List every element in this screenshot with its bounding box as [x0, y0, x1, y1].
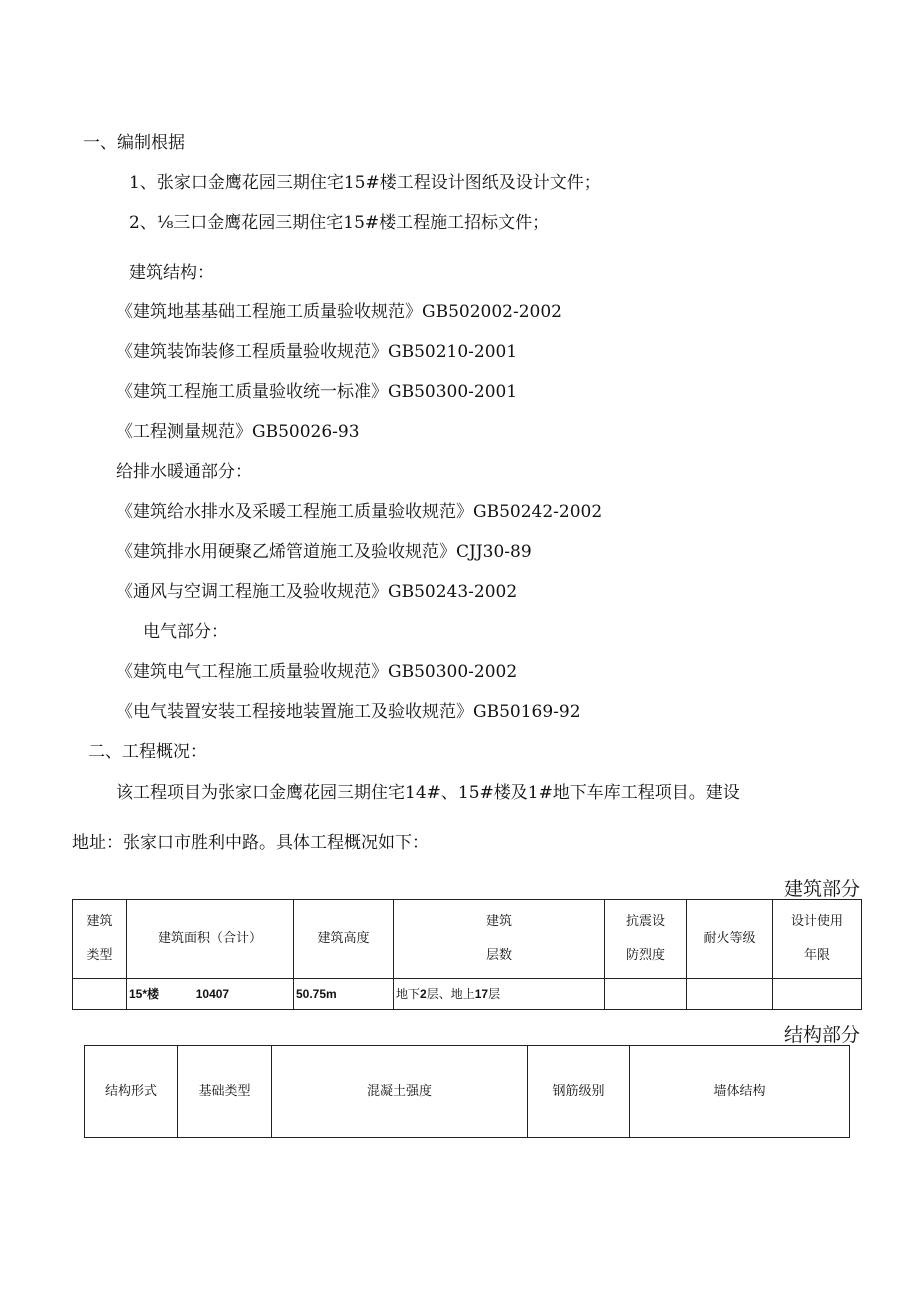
table-caption: 结构部分 [783, 1024, 860, 1046]
header-cell: 建筑 类型 [73, 900, 127, 979]
header-cell: 抗震设 防烈度 [605, 900, 687, 979]
header-cell: 钢筋级别 [528, 1046, 630, 1138]
header-cell: 结构形式 [85, 1046, 178, 1138]
basis-heading: 一、编制根据 [83, 133, 185, 153]
header-cell: 建筑 层数 [394, 900, 605, 979]
header-cell: 建筑高度 [294, 900, 394, 979]
spec-item: 《建筑地基基础工程施工质量验收规范》GB502002-2002 [116, 302, 562, 322]
header-cell: 耐火等级 [687, 900, 773, 979]
spec-item: 《工程测量规范》GB50026-93 [116, 422, 360, 442]
spec-item: 《建筑电气工程施工质量验收规范》GB50300-2002 [116, 662, 518, 682]
spec-item: 《建筑给水排水及采暖工程施工质量验收规范》GB50242-2002 [116, 502, 603, 522]
spec-item: 《电气装置安装工程接地装置施工及验收规范》GB50169-92 [116, 702, 581, 722]
architecture-heading: 建筑结构： [129, 263, 214, 283]
spec-item: 《建筑装饰装修工程质量验收规范》GB50210-2001 [116, 342, 518, 362]
header-cell: 基础类型 [178, 1046, 272, 1138]
building-table [72, 899, 862, 1010]
spec-item: 《建筑排水用硬聚乙烯管道施工及验收规范》CJJ30-89 [116, 542, 532, 562]
plumbing-heading: 给排水暖通部分： [116, 462, 252, 482]
spec-item: 《建筑工程施工质量验收统一标准》GB50300-2001 [116, 382, 518, 402]
life-cell [773, 979, 862, 1010]
header-cell: 混凝土强度 [272, 1046, 528, 1138]
header-cell: 墙体结构 [630, 1046, 850, 1138]
basis-item-1: 1、张家口金鹰花园三期住宅15#楼工程设计图纸及设计文件； [129, 173, 601, 193]
floors-cell: 地下2层、地上17层 [394, 979, 605, 1010]
overview-heading: 二、工程概况： [88, 742, 207, 762]
table-row [73, 979, 862, 1010]
area-cell: 15*楼 10407 [127, 979, 294, 1010]
structure-table [84, 1045, 850, 1138]
type-cell [73, 979, 127, 1010]
basis-item-2: 2、⅛三口金鹰花园三期住宅15#楼工程施工招标文件； [129, 213, 550, 233]
overview-paragraph: 该工程项目为张家口金鹰花园三期住宅14#、15#楼及1#地下车库工程项目。建设 [116, 783, 740, 803]
spec-item: 《通风与空调工程施工及验收规范》GB50243-2002 [116, 582, 518, 602]
header-cell: 建筑面积（合计） [127, 900, 294, 979]
seismic-cell [605, 979, 687, 1010]
table-caption: 建筑部分 [783, 878, 860, 900]
electrical-heading: 电气部分： [143, 622, 228, 642]
fire-cell [687, 979, 773, 1010]
overview-paragraph: 地址：张家口市胜利中路。具体工程概况如下： [72, 833, 429, 853]
header-cell: 设计使用 年限 [773, 900, 862, 979]
height-cell: 50.75m [294, 979, 394, 1010]
